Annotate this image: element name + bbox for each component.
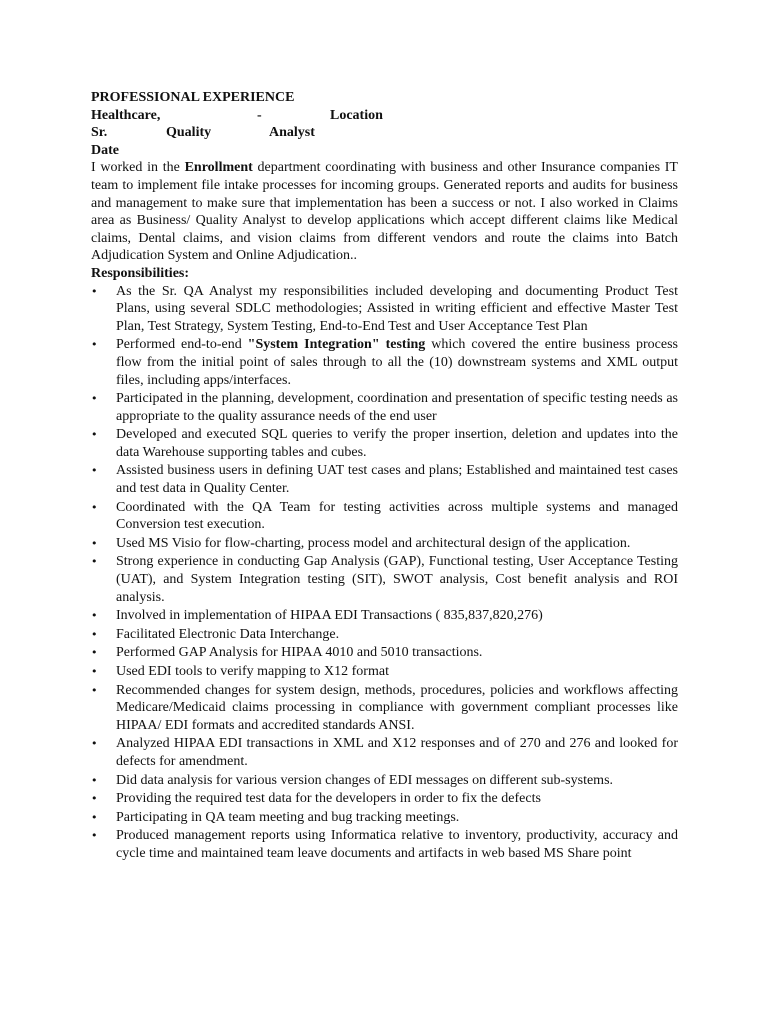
responsibility-item xyxy=(91,644,678,662)
bullet-icon: • xyxy=(91,500,98,514)
resume-content xyxy=(91,89,678,864)
responsibility-text: Participated in the planning, development, coordination and presentation of specific testing needs as appropriate to the quality assurance needs of the end user xyxy=(116,391,678,424)
responsibility-item xyxy=(91,462,678,497)
responsibility-text: Recommended changes for system design, methods, procedures, policies and workflows affecting Medicare/Medicaid claims processing in compliance with government compliant processes like HIPAA/ EDI formats and accredited standards ANSI. xyxy=(116,682,678,733)
role-line xyxy=(91,124,678,142)
responsibility-text: Strong experience in conducting Gap Analysis (GAP), Functional testing, User Acceptance Testing (UAT), and System Integration testing (SIT), SWOT analysis, Cost benefit analysis and ROI analysis. xyxy=(116,554,678,605)
bullet-icon: • xyxy=(91,646,98,660)
employer-line xyxy=(91,107,678,125)
responsibility-text: Developed and executed SQL queries to verify the proper insertion, deletion and updates into the data Warehouse supporting tables and cubes. xyxy=(116,427,678,460)
responsibility-text: Used MS Visio for flow-charting, process model and architectural design of the application. xyxy=(116,535,631,551)
responsibility-text: As the Sr. QA Analyst my responsibilities included developing and documenting Product Test Plans, using several SDLC methodologies; Assisted in writing efficient and effective Master Test Plan, Test Strategy, System Testing, End-to-End Test and User Acceptance Test Plan xyxy=(116,283,678,334)
responsibility-item xyxy=(91,735,678,770)
responsibility-item xyxy=(91,682,678,735)
role-word-2: Quality xyxy=(166,125,212,141)
responsibility-text-pre: Performed end-to-end xyxy=(116,337,248,353)
responsibility-item xyxy=(91,790,678,808)
bullet-icon: • xyxy=(91,810,98,824)
responsibility-item xyxy=(91,809,678,827)
responsibility-text-post: which covered the entire business process flow from the initial point of sales through to all the (10) downstream systems and XML output files, including apps/interfaces. xyxy=(116,337,678,388)
bullet-icon: • xyxy=(91,536,98,550)
responsibility-text: Produced management reports using Informatica relative to inventory, productivity, accuracy and cycle time and maintained team leave documents and artifacts in web based MS Share point xyxy=(116,828,678,861)
responsibility-text: Participating in QA team meeting and bug tracking meetings. xyxy=(116,809,460,825)
responsibility-text: Providing the required test data for the developers in order to fix the defects xyxy=(116,791,541,807)
responsibility-item xyxy=(91,336,678,389)
bullet-icon: • xyxy=(91,773,98,787)
summary-pre: I worked in the xyxy=(91,160,185,176)
bullet-icon: • xyxy=(91,284,98,298)
responsibility-text-bold: "System Integration" testing xyxy=(247,337,426,353)
responsibility-item xyxy=(91,499,678,534)
role-word-1: Sr. xyxy=(91,125,108,141)
summary-post: department coordinating with business and other Insurance companies IT team to implement file intake processes for incoming groups. Generated reports and audits for business and management to make sure that implementation has been a success or not. I also worked in Claims area as Business/ Quality Analyst to develop applications which accept different claims like Medical claims, Dental claims, and vision claims from different vendors and route the claims into Batch Adjudication System and Online Adjudication.. xyxy=(91,160,678,264)
responsibility-text: Coordinated with the QA Team for testing activities across multiple systems and managed Conversion test execution. xyxy=(116,499,678,533)
bullet-icon: • xyxy=(91,683,98,697)
bullet-icon: • xyxy=(91,555,98,569)
responsibility-item xyxy=(91,827,678,862)
responsibilities-list xyxy=(91,283,678,863)
section-heading: PROFESSIONAL EXPERIENCE xyxy=(91,90,295,105)
responsibility-text: Facilitated Electronic Data Interchange. xyxy=(116,626,340,642)
responsibility-item xyxy=(91,663,678,681)
bullet-icon: • xyxy=(91,829,98,843)
bullet-icon: • xyxy=(91,428,98,442)
responsibility-text: Assisted business users in defining UAT test cases and plans; Established and maintained test cases and test data in Quality Center. xyxy=(116,463,678,497)
bullet-icon: • xyxy=(91,665,98,678)
summary-paragraph xyxy=(91,159,678,265)
bullet-icon: • xyxy=(91,627,98,641)
responsibility-text: Involved in implementation of HIPAA EDI Transactions ( 835,837,820,276) xyxy=(116,608,543,624)
employer-separator: - xyxy=(257,107,262,123)
bullet-icon: • xyxy=(91,609,98,623)
responsibility-text: Analyzed HIPAA EDI transactions in XML and X12 responses and of 270 and 276 and looked for defects for amendment. xyxy=(116,736,678,769)
responsibility-text: Did data analysis for various version changes of EDI messages on different sub-systems. xyxy=(116,772,614,788)
date-label: Date xyxy=(91,142,119,158)
bullet-icon: • xyxy=(91,737,98,751)
responsibility-item xyxy=(91,426,678,461)
bullet-icon: • xyxy=(91,464,98,478)
responsibility-text: Performed GAP Analysis for HIPAA 4010 and 5010 transactions. xyxy=(116,645,483,661)
responsibility-item xyxy=(91,283,678,336)
responsibility-item xyxy=(91,535,678,553)
responsibility-text: Used EDI tools to verify mapping to X12 format xyxy=(116,664,389,679)
responsibility-item xyxy=(91,772,678,790)
responsibility-item xyxy=(91,390,678,425)
employer-name: Healthcare, xyxy=(91,107,161,123)
responsibility-item xyxy=(91,607,678,625)
responsibility-item xyxy=(91,553,678,606)
role-word-3: Analyst xyxy=(269,125,315,141)
employer-location: Location xyxy=(330,107,383,123)
bullet-icon: • xyxy=(91,338,98,352)
responsibility-item xyxy=(91,626,678,644)
responsibilities-heading: Responsibilities: xyxy=(91,265,190,281)
summary-bold: Enrollment xyxy=(184,160,253,176)
bullet-icon: • xyxy=(91,792,98,806)
bullet-icon: • xyxy=(91,392,98,406)
